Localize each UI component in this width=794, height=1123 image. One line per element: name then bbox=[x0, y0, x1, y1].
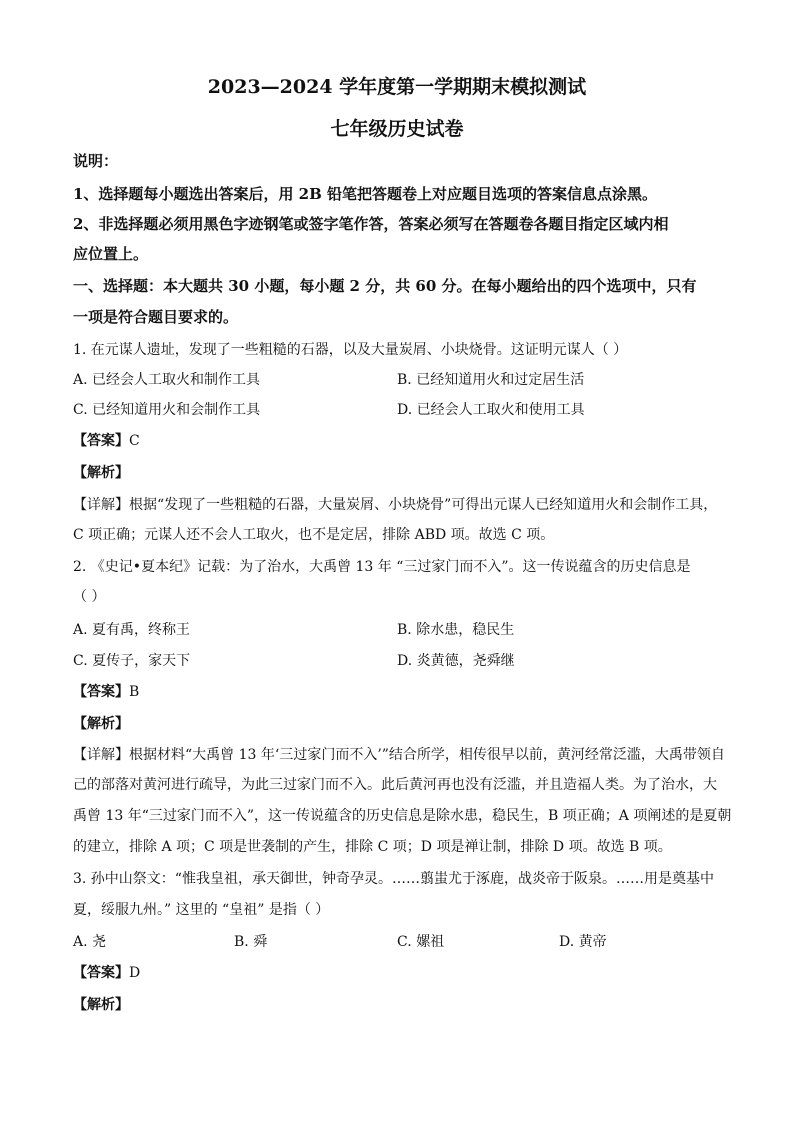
q2-detail-line-3: 禹曾 13 年“三过家门而不入”，这一传说蕴含的历史信息是除水患，稳民生，B 项正确；A 项阐述的是夏朝 bbox=[73, 808, 732, 824]
question-3-stem: 3. 孙中山祭文：“惟我皇祖，承天御世，钟奇孕灵。……翦蚩尤于涿鹿，战炎帝于阪泉。……用是奠基中 bbox=[73, 871, 714, 887]
answer-label: 【答案】 bbox=[73, 965, 129, 981]
q1-option-c: C. 已经知道用火和会制作工具 bbox=[73, 402, 261, 418]
q2-option-a: A. 夏有禹，终称王 bbox=[73, 622, 191, 638]
q1-option-d: D. 已经会人工取火和使用工具 bbox=[397, 402, 585, 418]
instruction-item-1: 1、选择题每小题选出答案后，用 2B 铅笔把答题卷上对应题目选项的答案信息点涂黑。 bbox=[73, 185, 658, 203]
instructions-label: 说明： bbox=[73, 152, 119, 170]
q3-analysis-label: 【解析】 bbox=[73, 997, 129, 1013]
q1-option-b: B. 已经知道用火和过定居生活 bbox=[397, 372, 585, 388]
q3-option-a: A. 尧 bbox=[73, 934, 107, 950]
q2-option-d: D. 炎黄德，尧舜继 bbox=[397, 653, 515, 669]
q2-analysis-label: 【解析】 bbox=[73, 716, 129, 732]
q1-analysis-label: 【解析】 bbox=[73, 465, 129, 481]
q1-detail-line-1: 【详解】根据“发现了一些粗糙的石器，大量炭屑、小块烧骨”可得出元谋人已经知道用火和会制作工具， bbox=[73, 497, 718, 513]
exam-title: 2023—2024 学年度第一学期期末模拟测试 bbox=[207, 76, 587, 98]
q2-detail-line-2: 己的部落对黄河进行疏导，为此三过家门而不入。此后黄河再也没有泛滥，并且造福人类。为了治水，大 bbox=[73, 777, 717, 793]
answer-label: 【答案】 bbox=[73, 684, 129, 700]
instruction-item-2: 2、非选择题必须用黑色字迹钢笔或签字笔作答，答案必须写在答题卷各题目指定区域内相 bbox=[73, 215, 669, 233]
q1-option-a: A. 已经会人工取火和制作工具 bbox=[73, 372, 261, 388]
q3-option-b: B. 舜 bbox=[234, 934, 268, 950]
instruction-item-2-cont: 应位置上。 bbox=[73, 245, 149, 263]
section-heading: 一、选择题：本大题共 30 小题，每小题 2 分，共 60 分。在每小题给出的四个选项中，只有 bbox=[73, 277, 697, 295]
q2-option-b: B. 除水患，稳民生 bbox=[397, 622, 515, 638]
question-2-stem-cont: （ ） bbox=[73, 589, 106, 605]
q2-answer-value: B bbox=[129, 684, 140, 700]
q3-answer-value: D bbox=[129, 965, 141, 981]
question-1-stem: 1. 在元谋人遗址，发现了一些粗糙的石器，以及大量炭屑、小块烧骨。这证明元谋人（ ） bbox=[73, 342, 628, 358]
q2-detail-line-4: 的建立，排除 A 项；C 项是世袭制的产生，排除 C 项；D 项是禅让制，排除 D 项。故选 B 项。 bbox=[73, 839, 672, 855]
section-heading-cont: 一项是符合题目要求的。 bbox=[73, 308, 239, 326]
q3-option-d: D. 黄帝 bbox=[559, 934, 607, 950]
q3-option-c: C. 嫘祖 bbox=[397, 934, 445, 950]
q1-detail-line-2: C 项正确；元谋人还不会人工取火，也不是定居，排除 ABD 项。故选 C 项。 bbox=[73, 527, 555, 543]
q3-answer bbox=[73, 962, 140, 982]
answer-label: 【答案】 bbox=[73, 433, 129, 449]
exam-subtitle: 七年级历史试卷 bbox=[330, 118, 464, 140]
q2-detail-line-1: 【详解】根据材料“大禹曾 13 年‘三过家门而不入’”结合所学，相传很早以前，黄河经常泛滥，大禹带领自 bbox=[73, 747, 725, 763]
q2-answer bbox=[73, 681, 139, 701]
q1-answer bbox=[73, 430, 140, 450]
question-2-stem: 2. 《史记•夏本纪》记载：为了治水，大禹曾 13 年 “三过家门而不入”。这一传说蕴含的历史信息是 bbox=[73, 559, 691, 575]
q1-answer-value: C bbox=[129, 433, 140, 449]
question-3-stem-cont: 夏，绥服九州。” 这里的 “皇祖” 是指（ ） bbox=[73, 902, 330, 918]
q2-option-c: C. 夏传子，家天下 bbox=[73, 653, 191, 669]
